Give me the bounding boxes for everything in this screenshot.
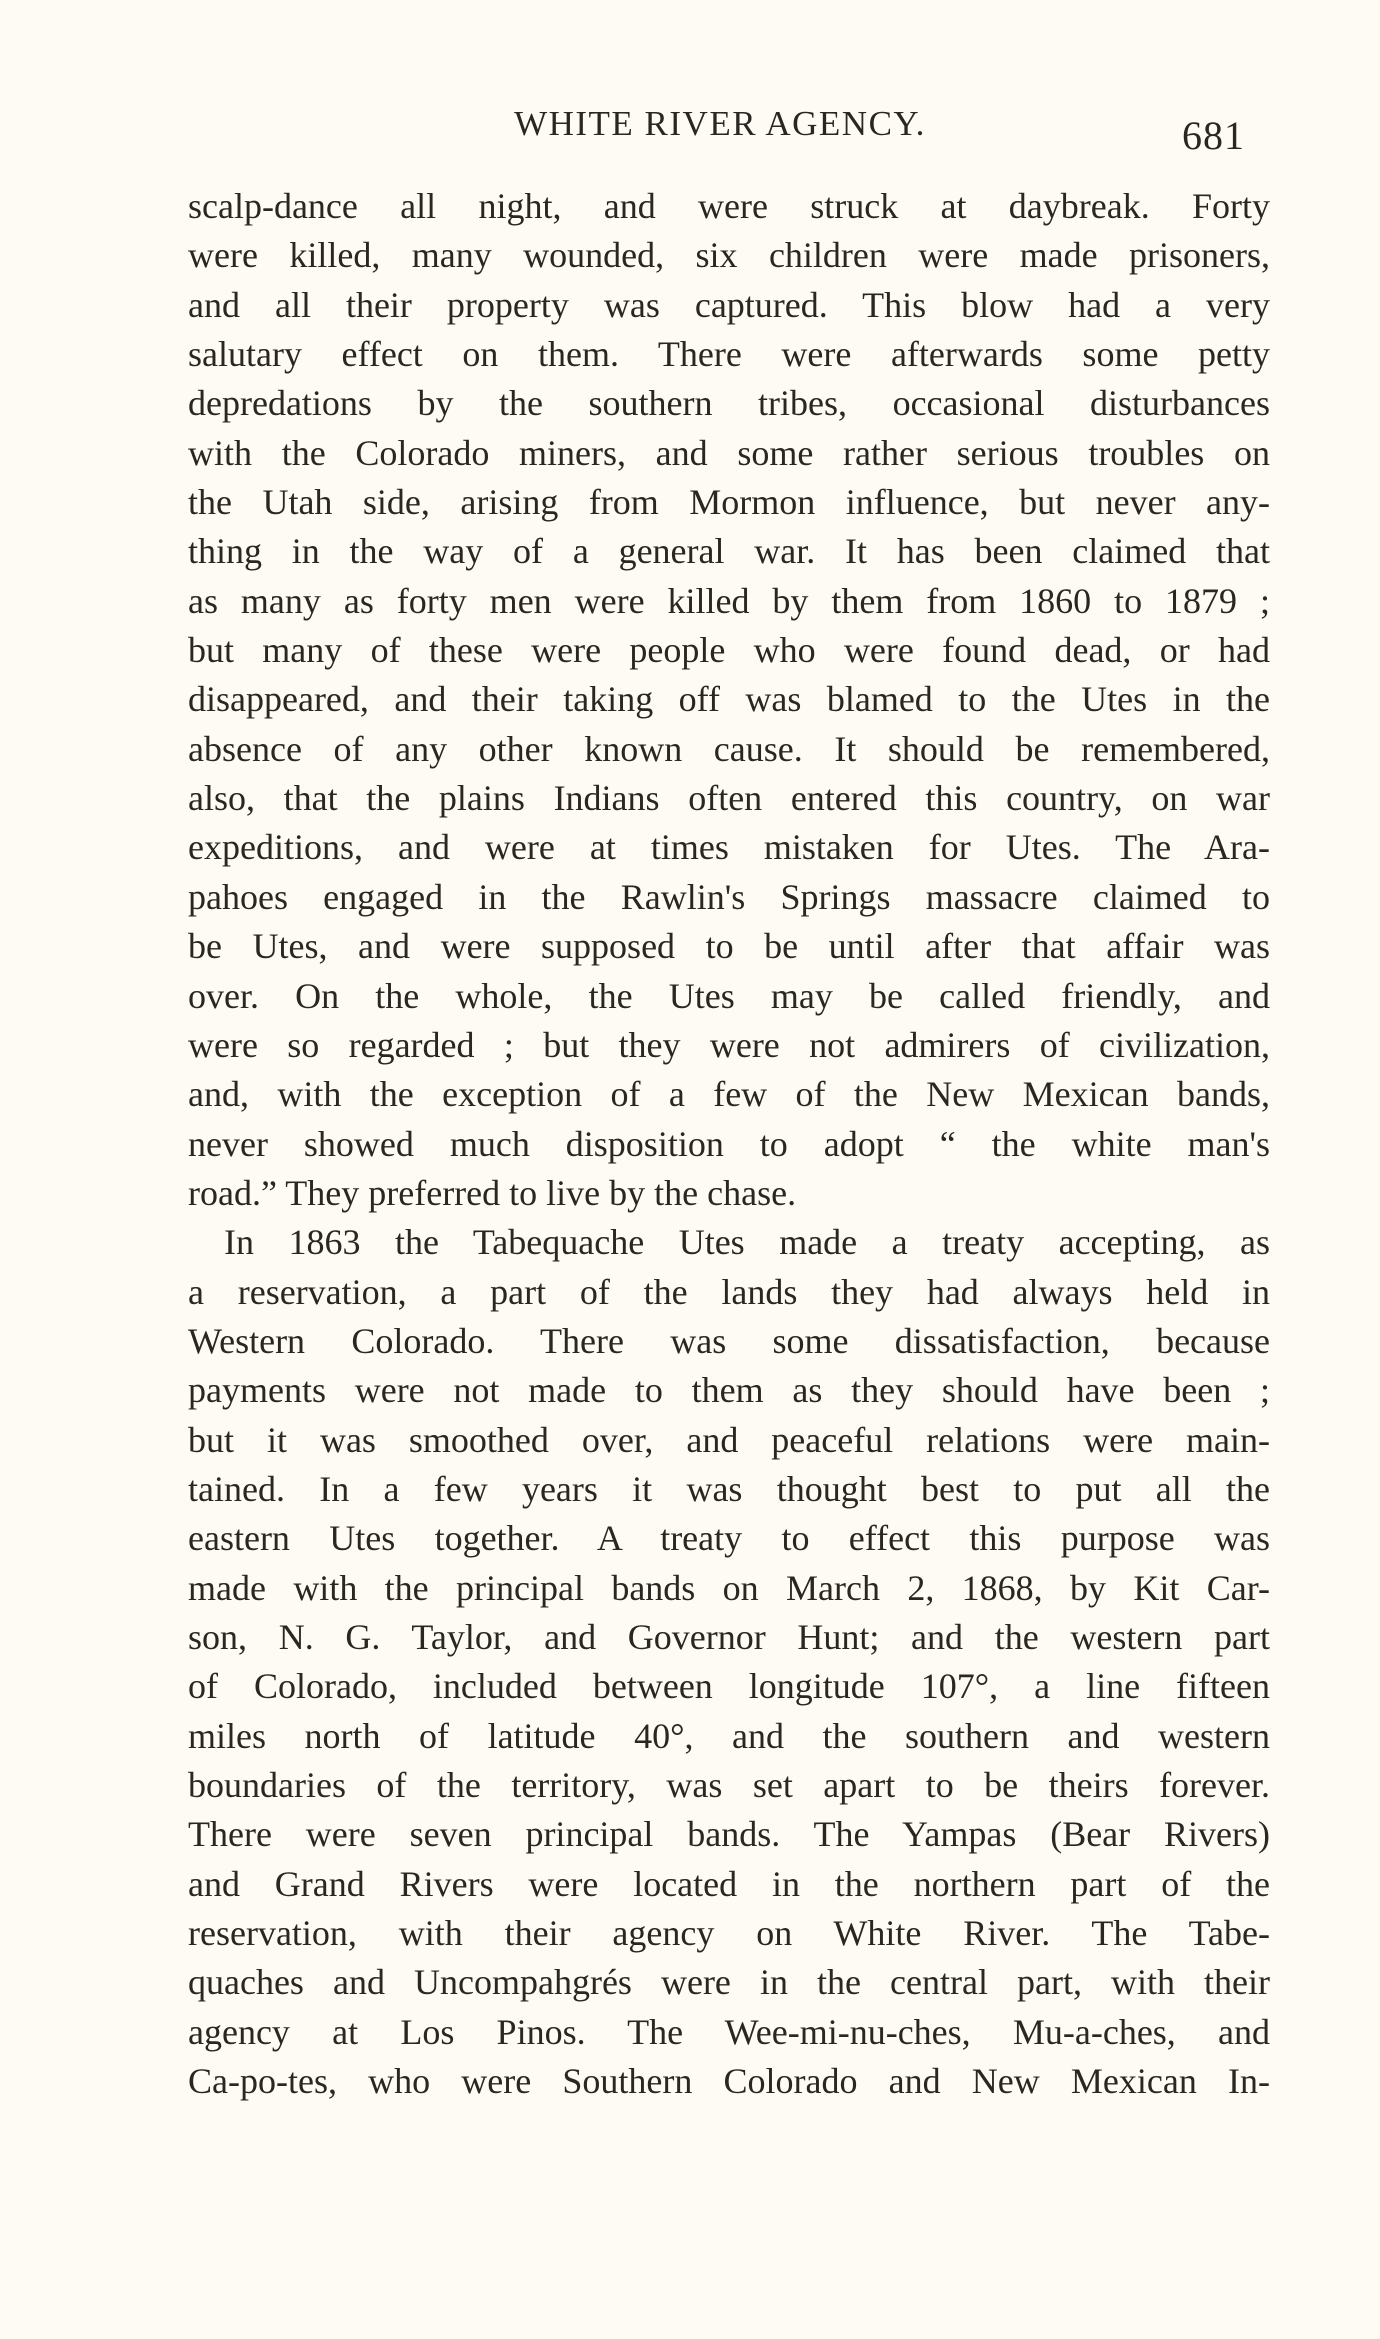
text-line: eastern Utes together. A treaty to effect this purpose was [188, 1518, 1270, 1559]
text-line: a reservation, a part of the lands they had always held in [188, 1271, 1270, 1312]
text-line: were so regarded ; but they were not admirers of civilization, [188, 1024, 1270, 1065]
text-line: as many as forty men were killed by them from 1860 to 1879 ; [188, 580, 1270, 621]
text-line: reservation, with their agency on White River. The Tabe- [188, 1913, 1270, 1954]
text-line: never showed much disposition to adopt “ the white man's [188, 1123, 1270, 1164]
text-line: were killed, many wounded, six children were made prisoners, [188, 235, 1270, 276]
text-line: pahoes engaged in the Rawlin's Springs massacre claimed to [188, 876, 1270, 917]
running-head [190, 100, 1250, 160]
text-line: the Utah side, arising from Mormon influence, but never any- [188, 482, 1270, 523]
text-line: and, with the exception of a few of the New Mexican bands, [188, 1074, 1270, 1115]
text-line: depredations by the southern tribes, occasional disturbances [188, 383, 1270, 424]
text-line: of Colorado, included between longitude 107°, a line fifteen [188, 1666, 1270, 1707]
text-line: quaches and Uncompahgrés were in the central part, with their [188, 1962, 1270, 2003]
text-line: over. On the whole, the Utes may be called friendly, and [188, 975, 1270, 1016]
body-text [188, 182, 1270, 2106]
text-line: In 1863 the Tabequache Utes made a treaty accepting, as [224, 1222, 1270, 1263]
paragraph-2 [188, 1218, 1270, 2106]
text-line: There were seven principal bands. The Yampas (Bear Rivers) [188, 1814, 1270, 1855]
text-line: boundaries of the territory, was set apart to be theirs forever. [188, 1765, 1270, 1805]
text-line: and all their property was captured. This blow had a very [188, 284, 1270, 325]
text-line: scalp-dance all night, and were struck at daybreak. Forty [188, 186, 1270, 226]
text-line: thing in the way of a general war. It has been claimed that [188, 531, 1270, 572]
text-line: be Utes, and were supposed to be until after that affair was [188, 926, 1270, 967]
text-line: payments were not made to them as they should have been ; [188, 1370, 1270, 1411]
text-line: made with the principal bands on March 2, 1868, by Kit Car- [188, 1567, 1270, 1608]
text-line: also, that the plains Indians often entered this country, on war [188, 778, 1270, 819]
text-line: disappeared, and their taking off was blamed to the Utes in the [188, 679, 1270, 720]
text-line: but it was smoothed over, and peaceful relations were main- [188, 1419, 1270, 1460]
text-line: Western Colorado. There was some dissatisfaction, because [188, 1320, 1270, 1361]
text-line: road.” They preferred to live by the chase. [188, 1172, 797, 1213]
text-line: absence of any other known cause. It should be remembered, [188, 728, 1270, 769]
text-line: but many of these were people who were found dead, or had [188, 630, 1270, 671]
text-line: tained. In a few years it was thought best to put all the [188, 1468, 1270, 1509]
text-line: Ca-po-tes, who were Southern Colorado and New Mexican In- [188, 2061, 1270, 2102]
paragraph-1 [188, 182, 1270, 1218]
running-head-title: WHITE RIVER AGENCY. [514, 104, 926, 143]
text-line: expeditions, and were at times mistaken for Utes. The Ara- [188, 827, 1270, 868]
text-line: and Grand Rivers were located in the northern part of the [188, 1863, 1270, 1904]
text-line: with the Colorado miners, and some rather serious troubles on [188, 432, 1270, 473]
text-line: salutary effect on them. There were afterwards some petty [188, 334, 1270, 375]
text-line: son, N. G. Taylor, and Governor Hunt; and the western part [188, 1616, 1270, 1657]
text-line: agency at Los Pinos. The Wee-mi-nu-ches, Mu-a-ches, and [188, 2011, 1270, 2052]
text-line: miles north of latitude 40°, and the southern and western [188, 1715, 1270, 1756]
page-number: 681 [1182, 113, 1245, 158]
